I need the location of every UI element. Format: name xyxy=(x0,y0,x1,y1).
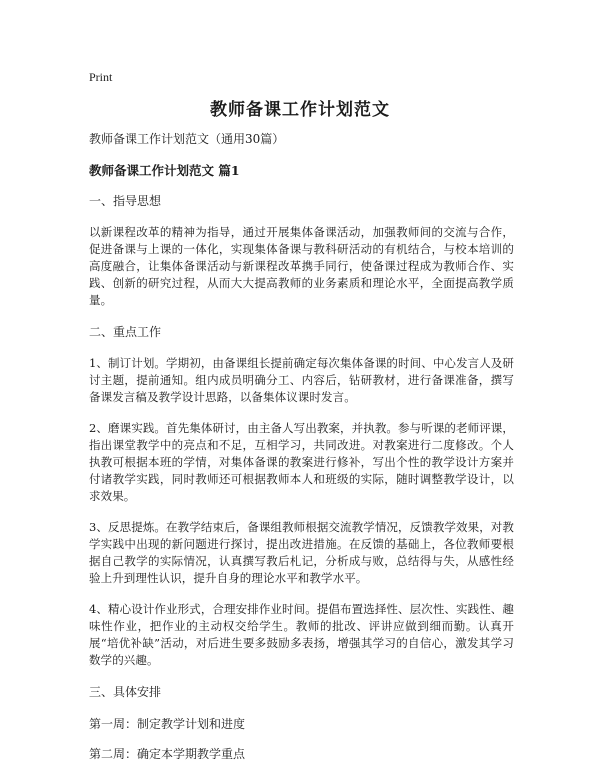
part1-heading: 一、指导思想 xyxy=(89,194,162,208)
part2-heading: 二、重点工作 xyxy=(89,325,162,339)
part2-item-2: 2、磨课实践。首先集体研讨，由主备人写出教案，并执教。参与听课的老师评课，指出课堂教学中的亮点和不足，互相学习，共同改进。对教案进行二度修改。个人执教可根据本班的学情，对集体备课的教案进行修补，写出个性的教学设计方案并付诸教学实践，同时教师还可根据教师本人和班级的实际，随时调整教学设计，以求效果。 xyxy=(89,421,515,503)
part1-paragraph: 以新课程改革的精神为指导，通过开展集体备课活动，加强教师间的交流与合作，促进备课与上课的一体化，实现集体备课与教科研活动的有机结合，与校本培训的高度融合，让集体备课活动与新课程改革携手同行，使备课过程成为教师合作、实践、创新的研究过程，从而大大提高教师的业务素质和理论水平，全面提高教学质量。 xyxy=(89,225,514,307)
schedule-week-1: 第一周：制定教学计划和进度 xyxy=(89,717,246,731)
schedule-week-2: 第二周：确定本学期教学重点 xyxy=(89,747,246,761)
part2-item-1: 1、制订计划。学期初，由备课组长提前确定每次集体备课的时间、中心发言人及研讨主题，提前通知。组内成员明确分工、内容后，钻研教材，进行备课准备，撰写备课发言稿及教学设计思路，以备集体议课时发言。 xyxy=(89,356,515,404)
page-title: 教师备课工作计划范文 xyxy=(210,100,390,120)
part2-item-4: 4、精心设计作业形式，合理安排作业时间。提倡布置选择性、层次性、实践性、趣味性作业，把作业的主动权交给学生。教师的批改、评讲应做到细而勤。认真开展“培优补缺”活动，对后进生要多鼓励多表扬，增强其学习的自信心，激发其学习数学的兴趣。 xyxy=(89,602,515,667)
section-heading: 教师备课工作计划范文 篇1 xyxy=(89,163,240,178)
print-link[interactable]: Print xyxy=(89,70,113,84)
part2-item-3: 3、反思提炼。在教学结束后，备课组教师根据交流教学情况，反馈教学效果，对教学实践中出现的新问题进行探讨，提出改进措施。在反馈的基础上，各位教师要根据自己教学的实际情况，认真撰写教后札记，分析成与败，总结得与失，从感性经验上升到理性认识，提升自身的理论水平和教学水平。 xyxy=(89,520,515,585)
part3-heading: 三、具体安排 xyxy=(89,685,162,699)
document-subtitle: 教师备课工作计划范文（通用30篇） xyxy=(89,132,285,146)
document-body xyxy=(89,130,514,775)
